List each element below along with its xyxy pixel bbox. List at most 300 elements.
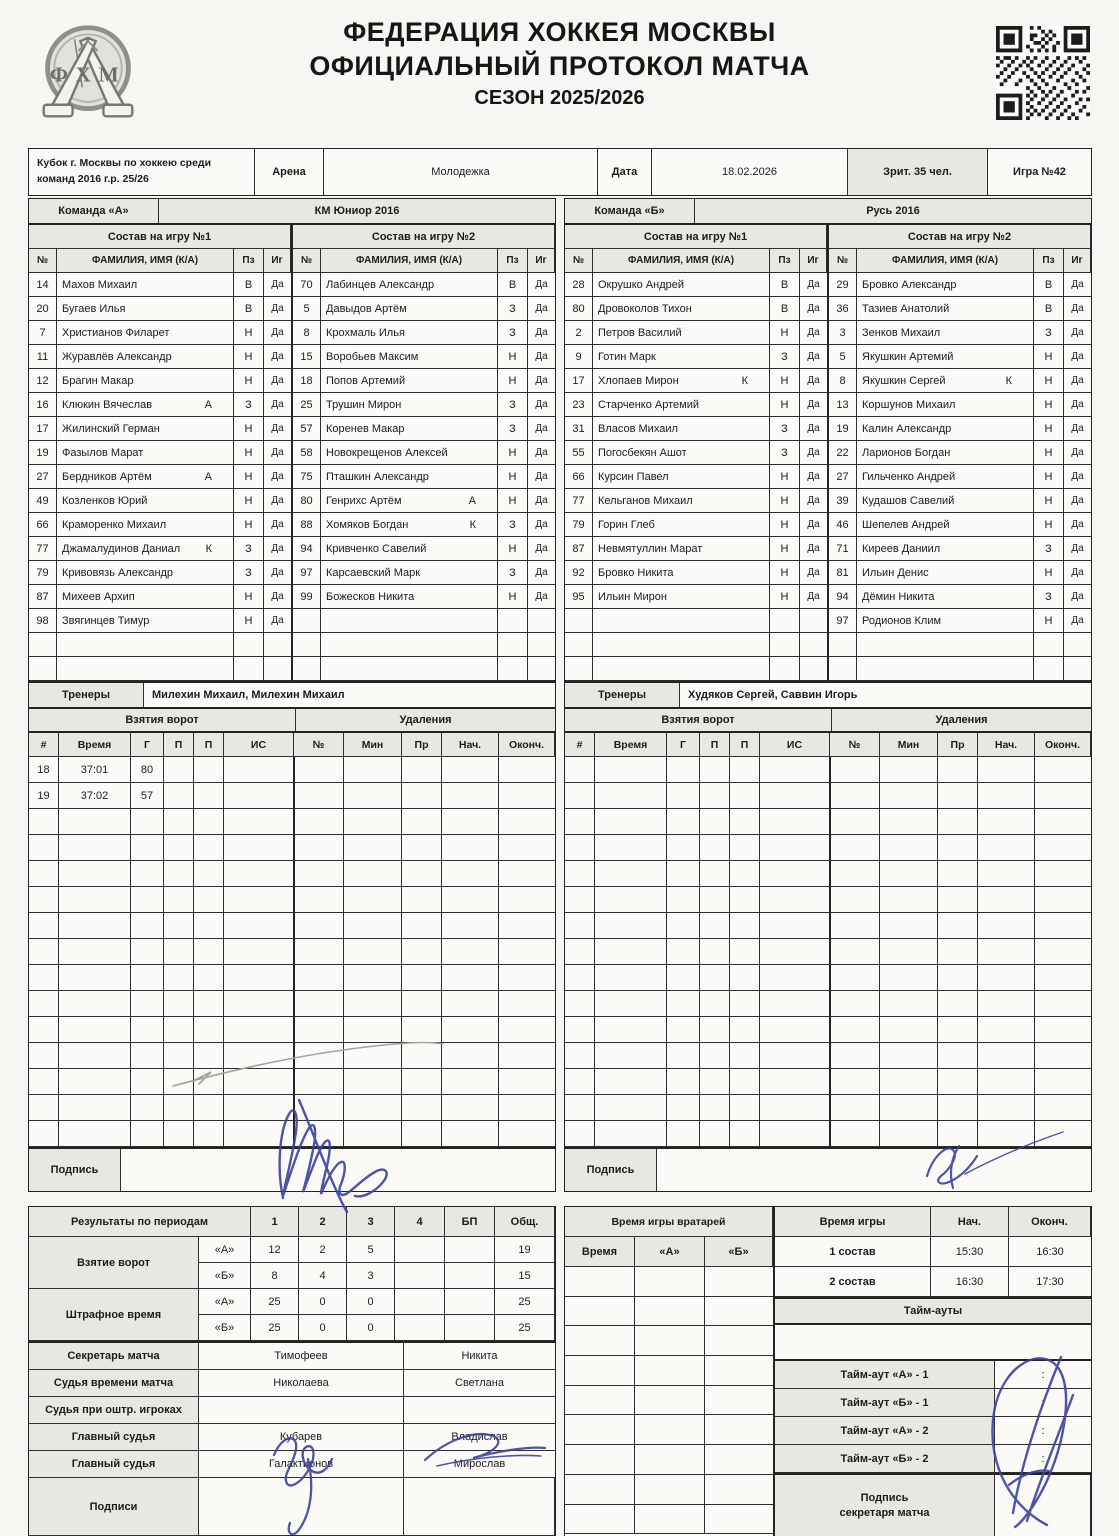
- penalty-start: [978, 1095, 1035, 1121]
- player-position: Н: [234, 345, 264, 369]
- goal-assist1: [164, 1069, 194, 1095]
- goals-column-header: ИС: [760, 733, 830, 757]
- official-role-label: Главный судья: [29, 1451, 199, 1478]
- official-firstname: Никита: [404, 1343, 555, 1370]
- player-participation: Да: [528, 537, 555, 561]
- goal-situation: [224, 1069, 294, 1095]
- penalty-reason: [402, 1017, 442, 1043]
- official-role-label: Судья при оштр. игроках: [29, 1397, 199, 1424]
- goalie-time-a: [635, 1415, 705, 1445]
- goalie-time-b: [705, 1475, 773, 1505]
- player-number: 87: [565, 537, 593, 561]
- player-name-cell: [593, 513, 770, 537]
- goal-assist2: [194, 1017, 224, 1043]
- goal-time: [595, 1069, 667, 1095]
- penalty-end: [1035, 1043, 1091, 1069]
- goalie-time-b: [705, 1505, 773, 1535]
- player-name-cell: [321, 513, 498, 537]
- penalty-reason: [402, 783, 442, 809]
- goal-assist2: [730, 913, 760, 939]
- penalty-minutes: [880, 835, 938, 861]
- penalty-end: [499, 1069, 555, 1095]
- player-name-cell: [321, 489, 498, 513]
- officials-signatures-label: Подписи: [29, 1478, 199, 1536]
- player-name-cell: [593, 633, 770, 657]
- captain-assistant-mark: К: [1005, 374, 1012, 387]
- goal-assist1: [164, 1095, 194, 1121]
- penalty-period-value: 25: [495, 1315, 555, 1341]
- penalty-start: [442, 939, 499, 965]
- goal-number: [29, 835, 59, 861]
- player-participation: Да: [528, 489, 555, 513]
- team-a-signature-area: [121, 1149, 555, 1191]
- player-number: 27: [29, 465, 57, 489]
- team-b-lineups: [564, 224, 1092, 682]
- goalie-time-b: [705, 1445, 773, 1475]
- player-participation: Да: [1064, 369, 1091, 393]
- goal-scorer: [667, 939, 700, 965]
- goal-number: [565, 757, 595, 783]
- player-name-cell: [57, 561, 234, 585]
- player-name: Кривченко Савелий: [326, 542, 427, 555]
- penalty-column-header: №: [294, 733, 344, 757]
- goals-period-value: 8: [251, 1263, 299, 1289]
- goal-time: [59, 939, 131, 965]
- goal-situation: [224, 809, 294, 835]
- player-position: З: [498, 297, 528, 321]
- document-titles: [0, 16, 1119, 110]
- goal-assist1: [700, 861, 730, 887]
- captain-assistant-mark: К: [469, 518, 476, 531]
- penalty-player: [829, 1017, 880, 1043]
- penalty-column-header: Оконч.: [1035, 733, 1091, 757]
- player-participation: Да: [264, 345, 291, 369]
- results-title: Результаты по периодам: [29, 1207, 251, 1237]
- player-position: В: [770, 297, 800, 321]
- player-name-cell: [57, 465, 234, 489]
- penalty-period-value: [395, 1289, 445, 1315]
- penalty-minutes: [344, 783, 402, 809]
- player-position: Н: [770, 369, 800, 393]
- player-position: Н: [770, 561, 800, 585]
- goal-assist1: [700, 887, 730, 913]
- player-position: Н: [770, 465, 800, 489]
- player-name-cell: [593, 537, 770, 561]
- player-number: 17: [29, 417, 57, 441]
- timeouts-title: Тайм-ауты: [775, 1299, 1091, 1323]
- player-name: Краморенко Михаил: [62, 518, 167, 531]
- protocol-title: ОФИЦИАЛЬНЫЙ ПРОТОКОЛ МАТЧА: [309, 50, 810, 81]
- tournament-name: [37, 156, 211, 188]
- col-played: Иг: [800, 249, 827, 273]
- player-name-cell: [593, 561, 770, 585]
- player-participation: [1064, 657, 1091, 681]
- player-participation: Да: [800, 585, 827, 609]
- player-position: З: [1034, 321, 1064, 345]
- goal-assist2: [730, 809, 760, 835]
- goal-time: [59, 1017, 131, 1043]
- player-name: Давыдов Артём: [326, 302, 407, 315]
- goals-period-value: 12: [251, 1237, 299, 1263]
- player-name-cell: [857, 513, 1034, 537]
- penalty-end: [1035, 1121, 1091, 1147]
- player-position: Н: [1034, 561, 1064, 585]
- logo-letters: ФХМ: [49, 62, 127, 87]
- player-name-cell: [593, 345, 770, 369]
- official-role-label: Секретарь матча: [29, 1343, 199, 1370]
- goal-scorer: [131, 1017, 164, 1043]
- goalie-time-a: [635, 1475, 705, 1505]
- player-participation: [528, 633, 555, 657]
- player-number: 77: [29, 537, 57, 561]
- player-position: Н: [234, 465, 264, 489]
- goal-situation: [224, 861, 294, 887]
- penalty-period-value: [395, 1315, 445, 1341]
- player-name-cell: [857, 657, 1034, 681]
- goal-assist1: [700, 757, 730, 783]
- penalty-end: [1035, 757, 1091, 783]
- player-number: 77: [565, 489, 593, 513]
- goal-time: [595, 1017, 667, 1043]
- player-position: Н: [770, 393, 800, 417]
- goal-assist2: [194, 991, 224, 1017]
- penalty-minutes: [344, 887, 402, 913]
- timeout-time-cell: :: [995, 1361, 1091, 1389]
- penalty-column-header: Мин: [344, 733, 402, 757]
- player-name: Генрихс Артём: [326, 494, 402, 507]
- player-name-cell: [321, 609, 498, 633]
- penalty-minutes: [880, 1017, 938, 1043]
- goal-number: [565, 1121, 595, 1147]
- player-participation: Да: [1064, 585, 1091, 609]
- player-position: [498, 609, 528, 633]
- player-position: Н: [1034, 393, 1064, 417]
- goalie-time-value: [565, 1326, 635, 1356]
- official-surname: Тимофеев: [199, 1343, 404, 1370]
- player-number: 22: [829, 441, 857, 465]
- goal-situation: [224, 887, 294, 913]
- team-a-goals-table: [28, 732, 556, 1148]
- player-position: Н: [1034, 345, 1064, 369]
- penalty-minutes: [344, 939, 402, 965]
- goal-situation: [224, 913, 294, 939]
- player-name-cell: [57, 297, 234, 321]
- penalty-end: [499, 809, 555, 835]
- timeouts-empty-row: [774, 1324, 1092, 1360]
- goal-assist2: [730, 939, 760, 965]
- penalty-reason: [402, 835, 442, 861]
- player-participation: Да: [264, 273, 291, 297]
- player-name: Кудашов Савелий: [862, 494, 955, 507]
- player-number: 11: [29, 345, 57, 369]
- coaches-label: Тренеры: [565, 683, 680, 707]
- captain-assistant-mark: А: [204, 398, 212, 411]
- goal-time: [59, 809, 131, 835]
- goal-situation: [760, 1043, 830, 1069]
- penalty-end: [499, 1043, 555, 1069]
- goal-assist1: [700, 965, 730, 991]
- player-name-cell: [57, 657, 234, 681]
- goalie-time-a: [635, 1326, 705, 1356]
- player-number: 27: [829, 465, 857, 489]
- penalty-player: [829, 757, 880, 783]
- goals-period-value: 3: [347, 1263, 395, 1289]
- player-position: Н: [234, 609, 264, 633]
- goal-time: 37:02: [59, 783, 131, 809]
- penalty-start: [442, 1069, 499, 1095]
- goal-situation: [760, 913, 830, 939]
- col-num: №: [29, 249, 57, 273]
- goal-scorer: [131, 861, 164, 887]
- goal-scorer: [667, 913, 700, 939]
- player-name: Горин Глеб: [598, 518, 655, 531]
- player-name-cell: [593, 585, 770, 609]
- penalty-reason: [938, 991, 978, 1017]
- penalty-end: [1035, 1095, 1091, 1121]
- tournament-line2: команд 2016 г.р. 25/26: [37, 173, 149, 185]
- goalie-time-b: [705, 1356, 773, 1386]
- penalty-minutes: [344, 913, 402, 939]
- player-number: 46: [829, 513, 857, 537]
- player-number: 97: [829, 609, 857, 633]
- period-column-header: БП: [445, 1207, 495, 1237]
- goal-number: [565, 939, 595, 965]
- penalty-player: [829, 887, 880, 913]
- player-position: Н: [234, 489, 264, 513]
- col-played: Иг: [528, 249, 555, 273]
- penalty-end: [1035, 861, 1091, 887]
- player-number: 94: [293, 537, 321, 561]
- player-name: Дровоколов Тихон: [598, 302, 692, 315]
- goal-assist1: [164, 783, 194, 809]
- penalty-start: [442, 1095, 499, 1121]
- penalty-minutes: [344, 861, 402, 887]
- player-number: [565, 657, 593, 681]
- goalie-time-value: [565, 1505, 635, 1535]
- goals-column-header: #: [565, 733, 595, 757]
- goal-assist1: [164, 965, 194, 991]
- penalty-minutes: [880, 939, 938, 965]
- player-position: Н: [1034, 417, 1064, 441]
- goals-column-header: ИС: [224, 733, 294, 757]
- team-a-coaches: Милехин Михаил, Милехин Михаил: [152, 689, 345, 701]
- goal-time: [59, 1121, 131, 1147]
- player-position: [770, 657, 800, 681]
- player-number: 94: [829, 585, 857, 609]
- penalty-start: [442, 965, 499, 991]
- goalie-time-b: [705, 1297, 773, 1327]
- player-name-cell: [593, 441, 770, 465]
- goalie-time-value: [565, 1386, 635, 1416]
- player-number: 79: [29, 561, 57, 585]
- penalty-player: [293, 1043, 344, 1069]
- goal-assist2: [194, 809, 224, 835]
- player-participation: Да: [264, 417, 291, 441]
- penalty-player: [293, 783, 344, 809]
- team-a-goals-penalties-header: [28, 708, 556, 732]
- penalty-player: [829, 835, 880, 861]
- player-participation: Да: [528, 345, 555, 369]
- penalty-minutes: [344, 1095, 402, 1121]
- captain-assistant-mark: А: [468, 494, 476, 507]
- player-number: 66: [565, 465, 593, 489]
- timeouts-header: [774, 1298, 1092, 1324]
- player-name-cell: [857, 273, 1034, 297]
- timeout-rows-table: [774, 1360, 1092, 1474]
- penalty-minutes: [344, 965, 402, 991]
- player-name: Кривовязь Александр: [62, 566, 174, 579]
- goals-column-header: #: [29, 733, 59, 757]
- goal-time: [59, 861, 131, 887]
- goalie-time-value: [565, 1297, 635, 1327]
- player-participation: Да: [264, 561, 291, 585]
- goal-assist1: [700, 1017, 730, 1043]
- goal-time: [59, 991, 131, 1017]
- player-number: 17: [565, 369, 593, 393]
- tournament-cell: [29, 149, 255, 195]
- penalty-period-value: 0: [347, 1315, 395, 1341]
- goal-number: [565, 887, 595, 913]
- goal-situation: [760, 757, 830, 783]
- penalty-reason: [402, 757, 442, 783]
- timeout-label: Тайм-аут «Б» - 1: [775, 1389, 995, 1417]
- player-name-cell: [593, 489, 770, 513]
- goal-situation: [760, 809, 830, 835]
- player-name: Зенков Михаил: [862, 326, 941, 339]
- goal-assist2: [730, 965, 760, 991]
- player-name: Готин Марк: [598, 350, 656, 363]
- penalty-end: [499, 887, 555, 913]
- goals-title: Взятия ворот: [29, 709, 296, 731]
- secretary-signature-area: [995, 1475, 1091, 1536]
- penalty-player: [293, 861, 344, 887]
- player-name: Коршунов Михаил: [862, 398, 956, 411]
- game-number: Игра №42: [1013, 166, 1066, 178]
- player-participation: Да: [800, 465, 827, 489]
- player-number: 20: [29, 297, 57, 321]
- player-participation: Да: [528, 417, 555, 441]
- penalty-period-value: [445, 1289, 495, 1315]
- team-b-section: [564, 198, 1092, 1192]
- player-name-cell: [857, 489, 1034, 513]
- player-participation: Да: [1064, 393, 1091, 417]
- player-position: В: [498, 273, 528, 297]
- player-participation: Да: [1064, 489, 1091, 513]
- player-number: 99: [293, 585, 321, 609]
- penalty-minutes: [344, 757, 402, 783]
- lineup-start-time: 16:30: [931, 1267, 1009, 1297]
- penalty-player: [829, 1095, 880, 1121]
- player-number: 57: [293, 417, 321, 441]
- player-name-cell: [321, 561, 498, 585]
- player-name: Крохмаль Илья: [326, 326, 405, 339]
- season-title: СЕЗОН 2025/2026: [474, 86, 645, 109]
- penalty-column-header: Пр: [938, 733, 978, 757]
- team-a-mark: «А»: [199, 1237, 251, 1263]
- captain-assistant-mark: К: [741, 374, 748, 387]
- penalty-minutes: [880, 783, 938, 809]
- goal-assist2: [194, 965, 224, 991]
- goal-time: [59, 1069, 131, 1095]
- player-participation: Да: [264, 489, 291, 513]
- goal-situation: [760, 861, 830, 887]
- player-number: 18: [293, 369, 321, 393]
- player-position: Н: [234, 513, 264, 537]
- player-number: 25: [293, 393, 321, 417]
- penalty-end: [499, 939, 555, 965]
- team-b-signature-row: [564, 1148, 1092, 1192]
- team-a-mark: «А»: [199, 1289, 251, 1315]
- player-participation: [800, 633, 827, 657]
- match-info-bar: [28, 148, 1092, 196]
- col-pos: Пз: [1034, 249, 1064, 273]
- game-time-title: Время игры: [775, 1207, 931, 1237]
- player-name-cell: [857, 465, 1034, 489]
- col-pos: Пз: [234, 249, 264, 273]
- goal-scorer: [131, 1095, 164, 1121]
- penalty-reason: [938, 835, 978, 861]
- penalty-minutes: [344, 809, 402, 835]
- player-number: 98: [29, 609, 57, 633]
- captain-assistant-mark: К: [205, 542, 212, 555]
- goalie-time-a: [635, 1267, 705, 1297]
- penalty-start: [442, 1121, 499, 1147]
- goal-assist2: [194, 887, 224, 913]
- goal-scorer: [667, 991, 700, 1017]
- penalty-start: [978, 965, 1035, 991]
- player-number: 97: [293, 561, 321, 585]
- player-position: В: [1034, 273, 1064, 297]
- penalty-end: [1035, 1069, 1091, 1095]
- penalty-player: [293, 1121, 344, 1147]
- goal-scorer: [667, 887, 700, 913]
- player-name: Ильин Мирон: [598, 590, 667, 603]
- player-participation: Да: [528, 297, 555, 321]
- team-a-name: КМ Юниор 2016: [159, 199, 555, 223]
- goal-assist2: [194, 1043, 224, 1069]
- penalty-end: [1035, 809, 1091, 835]
- player-position: Н: [234, 369, 264, 393]
- goal-scorer: [667, 783, 700, 809]
- player-participation: Да: [800, 441, 827, 465]
- goal-situation: [224, 1121, 294, 1147]
- goal-time: [59, 965, 131, 991]
- goal-situation: [224, 835, 294, 861]
- player-participation: Да: [264, 441, 291, 465]
- period-column-header: 3: [347, 1207, 395, 1237]
- goal-time: [595, 757, 667, 783]
- goals-column-header: Время: [595, 733, 667, 757]
- penalty-column-header: Пр: [402, 733, 442, 757]
- player-name-cell: [321, 321, 498, 345]
- penalty-end: [499, 835, 555, 861]
- lineup-time-label: 1 состав: [775, 1237, 931, 1267]
- goalie-time-column-header: «Б»: [705, 1237, 773, 1267]
- goal-assist2: [194, 913, 224, 939]
- goal-assist1: [700, 939, 730, 965]
- goal-situation: [224, 1043, 294, 1069]
- penalty-start: [442, 991, 499, 1017]
- player-name-cell: [57, 417, 234, 441]
- player-name-cell: [321, 393, 498, 417]
- penalty-reason: [938, 887, 978, 913]
- player-position: [1034, 657, 1064, 681]
- player-number: 2: [565, 321, 593, 345]
- penalty-minutes: [880, 861, 938, 887]
- penalty-end: [1035, 939, 1091, 965]
- goal-time: [595, 939, 667, 965]
- player-name: Ильин Денис: [862, 566, 929, 579]
